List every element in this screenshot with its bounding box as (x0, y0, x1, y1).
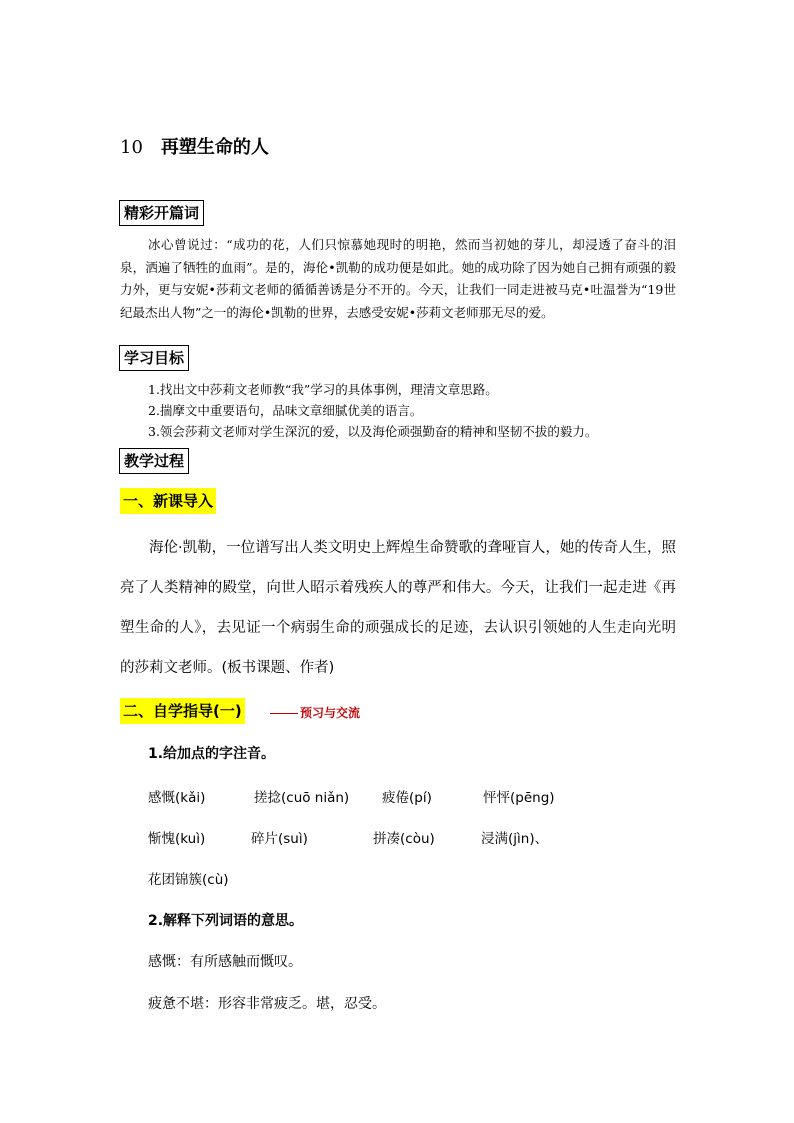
lesson-title: 再塑生命的人 (160, 137, 269, 158)
section1-paragraph: 海伦·凯勒，一位谱写出人类文明史上辉煌生命赞歌的聋哑盲人，她的传奇人生，照亮了人类精神的殿堂，向世人昭示着残疾人的尊严和伟大。今天，让我们一起走进《再塑生命的人》，去见证一个病弱生命的顽强成长的足迹，去认识引领她的人生走向光明的莎莉文老师。(板书课题、作者) (120, 540, 676, 676)
section1-heading: 一、新课导入 (120, 488, 216, 514)
pinyin-item (148, 868, 229, 888)
pinyin-text: (suì) (278, 831, 308, 847)
pinyin-text: (pí) (409, 790, 432, 806)
definition-text: ：有所感触而慨叹。 (176, 954, 302, 970)
definition-term: 疲惫不堪 (148, 996, 204, 1012)
page-title (120, 133, 269, 159)
goals-heading: 学习目标 (119, 345, 189, 371)
pinyin-text: (còu) (400, 831, 435, 847)
pinyin-item (251, 827, 308, 847)
word-text: 搓捻 (254, 790, 281, 806)
goal-item: 2.揣摩文中重要语句，品味文章细腻优美的语言。 (148, 403, 423, 418)
process-heading: 教学过程 (119, 448, 189, 474)
pinyin-text: (cù) (202, 872, 229, 888)
goal-item: 1.找出文中莎莉文老师教“我”学习的具体事例，理清文章思路。 (148, 382, 498, 397)
subtitle-dash (270, 713, 298, 714)
pinyin-text: (pēng) (510, 790, 555, 806)
word-text: 拼凑 (373, 831, 400, 847)
word-text: 疲倦 (382, 790, 409, 806)
pinyin-item (382, 786, 432, 806)
opening-paragraph: 冰心曾说过：“成功的花，人们只惊慕她现时的明艳，然而当初她的芽儿，却浸透了奋斗的泪泉，洒遍了牺牲的血雨”。是的，海伦•凯勒的成功便是如此。她的成功除了因为她自己拥有顽强的毅力外，更与安妮•莎莉文老师的循循善诱是分不开的。今天，让我们一同走进被马克•吐温誉为“19世纪最杰出人物”之一的海伦•凯勒的世界，去感受安妮•莎莉文老师那无尽的爱。 (120, 237, 676, 320)
definition-item (148, 951, 302, 971)
pinyin-item (481, 827, 548, 847)
pinyin-item (483, 786, 555, 806)
pinyin-text: (jìn)、 (508, 831, 549, 847)
word-text: 怦怦 (483, 790, 510, 806)
goal-item: 3.领会莎莉文老师对学生深沉的爱，以及海伦顽强勤奋的精神和坚韧不拔的毅力。 (148, 424, 598, 439)
pinyin-text: (cuō niǎn) (281, 790, 350, 806)
word-text: 花团锦簇 (148, 872, 202, 888)
word-text: 碎片 (251, 831, 278, 847)
goals-list (148, 379, 597, 442)
opening-heading: 精彩开篇词 (119, 200, 204, 226)
definition-item (148, 993, 386, 1013)
definition-term: 感慨 (148, 954, 176, 970)
lesson-number: 10 (120, 137, 143, 158)
section2-heading: 二、自学指导(一) (120, 698, 245, 724)
pinyin-item (373, 827, 435, 847)
question-2: 2.解释下列词语的意思。 (148, 913, 304, 929)
pinyin-item (148, 786, 205, 806)
word-text: 浸满 (481, 831, 508, 847)
definition-text: ：形容非常疲乏。堪，忍受。 (204, 996, 386, 1012)
pinyin-text: (kǎi) (175, 790, 206, 806)
subtitle-text: 预习与交流 (300, 706, 361, 720)
question-1: 1.给加点的字注音。 (148, 746, 276, 762)
pinyin-item (148, 827, 205, 847)
pinyin-item (254, 786, 349, 806)
word-text: 感慨 (148, 790, 175, 806)
word-text: 惭愧 (148, 831, 175, 847)
section2-subtitle (270, 704, 360, 721)
pinyin-text: (kuì) (175, 831, 206, 847)
